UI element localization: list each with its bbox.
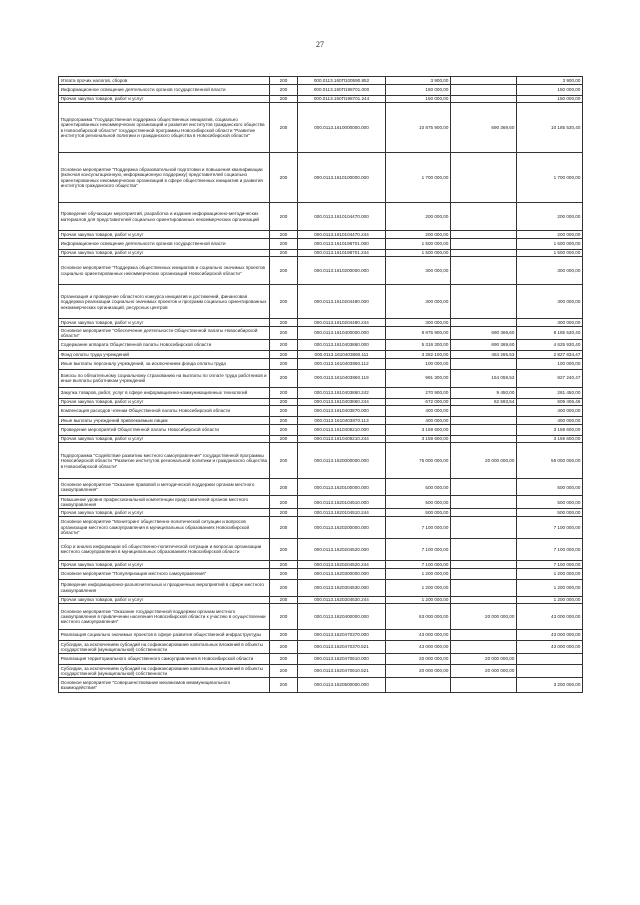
row-remaining: 7 100 000,00 [517, 560, 583, 568]
row-name: Взносы по обязательному социальному страхованию на выплаты по оплате труда работников и иные выплаты работникам учреждений [59, 369, 270, 387]
row-approved: 150 000,00 [386, 84, 451, 95]
table-row [59, 257, 583, 285]
row-code: 200 [270, 231, 298, 239]
row-code: 200 [270, 424, 298, 435]
row-code: 200 [270, 257, 298, 285]
row-classification: 000.0113.1620470610.521 [298, 665, 386, 678]
row-code: 200 [270, 84, 298, 95]
row-classification: 000.0113.1610408210.000 [298, 424, 386, 435]
row-classification: 000.0113.1610204480.000 [298, 285, 386, 319]
row-executed: 690 369,60 [451, 326, 517, 339]
row-classification: 000.0113.1610000000.000 [298, 103, 386, 153]
row-remaining: 7 100 000,00 [517, 516, 583, 538]
row-classification: 000.0113.1620304530.244 [298, 596, 386, 604]
row-remaining: 500 000,00 [517, 479, 583, 496]
row-executed: 9 450,00 [451, 387, 517, 398]
row-name: Субсидии, за исключением субсидий на софинансирование капитальных вложений в объекты государственной (муниципальной) собственности [59, 665, 270, 678]
row-name: Содержание аппарата Общественной палаты Новосибирской области [59, 339, 270, 350]
row-approved: 500 000,00 [386, 496, 451, 509]
row-executed [451, 424, 517, 435]
row-approved: 150 000,00 [386, 95, 451, 103]
table-row [59, 398, 583, 406]
row-code: 200 [270, 641, 298, 654]
row-remaining: 7 100 000,00 [517, 538, 583, 560]
row-name: Прочая закупка товаров, работ и услуг [59, 596, 270, 604]
row-code: 200 [270, 285, 298, 319]
row-code: 200 [270, 398, 298, 406]
row-code: 200 [270, 350, 298, 358]
row-remaining: 300 000,00 [517, 285, 583, 319]
row-code: 200 [270, 443, 298, 479]
row-name: Прочая закупка товаров, работ и услуг [59, 249, 270, 257]
table-row [59, 95, 583, 103]
row-approved: 5 316 300,00 [386, 339, 451, 350]
row-name: Основное мероприятие "Мониторинг общественно-политической ситуации и вопросов организации местного самоуправления в муниципальных образованиях Новосибирской области" [59, 516, 270, 538]
row-name: Субсидии, за исключением субсидий на софинансирование капитальных вложений в объекты государственной (муниципальной) собственности [59, 641, 270, 654]
row-code: 200 [270, 95, 298, 103]
row-name: Прочая закупка товаров, работ и услуг [59, 95, 270, 103]
row-name: Основное мероприятие "Популяризация местного самоуправления" [59, 568, 270, 579]
row-approved: 300 000,00 [386, 285, 451, 319]
table-row [59, 665, 583, 678]
row-approved: 100 000,00 [386, 358, 451, 369]
row-executed [451, 596, 517, 604]
row-executed [451, 358, 517, 369]
row-remaining: 8 185 530,40 [517, 326, 583, 339]
row-code: 200 [270, 596, 298, 604]
table-row [59, 479, 583, 496]
row-approved: 400 000,00 [386, 417, 451, 425]
table-row [59, 358, 583, 369]
row-classification: 000.0113.1610400000.000 [298, 326, 386, 339]
row-executed: 690 369,60 [451, 103, 517, 153]
table-row [59, 77, 583, 85]
table-row [59, 417, 583, 425]
row-name: Прочая закупка товаров, работ и услуг [59, 509, 270, 517]
row-name: Проведение мероприятий Общественной палаты Новосибирской области [59, 424, 270, 435]
row-classification: 000.0113.1610403860.244 [298, 398, 386, 406]
row-code: 200 [270, 203, 298, 231]
row-executed [451, 77, 517, 85]
row-approved: 300 000,00 [386, 319, 451, 327]
row-approved: 7 100 000,00 [386, 538, 451, 560]
row-name: Информационное освещение деятельности органов государственной власти [59, 84, 270, 95]
table-row [59, 153, 583, 203]
row-classification: 000.0113.1610204480.244 [298, 319, 386, 327]
table-row [59, 350, 583, 358]
row-remaining: 200 000,00 [517, 203, 583, 231]
row-remaining: 150 000,00 [517, 95, 583, 103]
row-name: Проведение обучающих мероприятий, разработка и издание информационно-методических материалов для представителей социально ориентированных некоммерческих организаций [59, 203, 270, 231]
table-row [59, 249, 583, 257]
row-remaining: 10 185 530,40 [517, 103, 583, 153]
row-name: Сбор и анализ информации об общественно-политической ситуации и вопросах организации местного самоуправления в муниципальных образованиях Новосибирской области [59, 538, 270, 560]
row-classification: 000.0113.1620470370.000 [298, 630, 386, 641]
row-remaining: 3 900,00 [517, 77, 583, 85]
row-remaining: 827 240,47 [517, 369, 583, 387]
row-code: 200 [270, 604, 298, 630]
row-classification: 000.0113.1620300000.000 [298, 568, 386, 579]
row-name: Основное мероприятие "Оказание государственной поддержки органам местного самоуправления в привлечении населения Новосибирской области к участию в осуществлении местного самоуправления" [59, 604, 270, 630]
row-name: Компенсация расходов членам Общественной палаты Новосибирской области [59, 406, 270, 417]
row-approved: 7 100 000,00 [386, 516, 451, 538]
table-row [59, 560, 583, 568]
row-remaining: 1 500 000,00 [517, 238, 583, 249]
row-classification: 000.0113.160П198701.000 [298, 84, 386, 95]
table-row [59, 435, 583, 443]
row-remaining: 1 200 000,00 [517, 568, 583, 579]
row-classification: 000.0113.1620200000.000 [298, 516, 386, 538]
row-remaining: 400 000,00 [517, 417, 583, 425]
table-row [59, 443, 583, 479]
row-remaining: 150 000,00 [517, 84, 583, 95]
row-classification: 000.0113.1620400000.000 [298, 604, 386, 630]
row-code: 200 [270, 496, 298, 509]
row-code: 200 [270, 319, 298, 327]
row-remaining: 200 000,00 [517, 231, 583, 239]
table-row [59, 509, 583, 517]
row-remaining: 1 500 000,00 [517, 249, 583, 257]
row-code: 200 [270, 538, 298, 560]
row-name: Основное мероприятие "Поддержка общественных инициатив и социально значимых проектов социально ориентированных некоммерческих организаций Новосибирской области" [59, 257, 270, 285]
row-code: 200 [270, 103, 298, 153]
row-name: Подпрограмма "Содействие развитию местного самоуправления" государственной программы Новосибирской области "Развитие институтов региональной политики и гражданского общества в Новосибирской области" [59, 443, 270, 479]
row-remaining: 261 450,00 [517, 387, 583, 398]
table-row [59, 630, 583, 641]
row-executed [451, 84, 517, 95]
row-approved: 7 100 000,00 [386, 560, 451, 568]
row-executed: 20 000 000,00 [451, 443, 517, 479]
row-code: 200 [270, 387, 298, 398]
row-code: 200 [270, 369, 298, 387]
row-remaining: 500 000,00 [517, 509, 583, 517]
row-approved: 43 000 000,00 [386, 630, 451, 641]
row-remaining: 43 000 000,00 [517, 630, 583, 641]
row-remaining: 43 000 000,00 [517, 641, 583, 654]
row-classification: 000.0113.1610403870.000 [298, 406, 386, 417]
row-name: Подпрограмма "Государственная поддержка общественных инициатив, социально ориентированных некоммерческих организаций и развития институтов гражданского общества в Новосибирской области" государственной программы Новосибирской области "Развитие институтов региональной политики и гражданского общества в Новосибирской области" [59, 103, 270, 153]
row-executed [451, 641, 517, 654]
row-name: Прочая закупка товаров, работ и услуг [59, 398, 270, 406]
table-row [59, 604, 583, 630]
row-remaining [517, 654, 583, 665]
table-row [59, 424, 583, 435]
row-remaining: 4 625 930,40 [517, 339, 583, 350]
row-executed [451, 417, 517, 425]
row-name: Повышение уровня профессиональной компетенции представителей органов местного самоуправления [59, 496, 270, 509]
row-classification: 000.0113.1610403860.000 [298, 339, 386, 350]
table-row [59, 654, 583, 665]
row-code: 200 [270, 326, 298, 339]
row-executed [451, 319, 517, 327]
row-name: Иные выплаты персоналу учреждений, за исключением фонда оплаты труда [59, 358, 270, 369]
row-approved: 20 000 000,00 [386, 665, 451, 678]
table-row [59, 231, 583, 239]
budget-table [58, 76, 583, 693]
row-remaining: 400 000,00 [517, 406, 583, 417]
row-executed [451, 568, 517, 579]
row-approved: 8 875 900,00 [386, 326, 451, 339]
row-executed [451, 285, 517, 319]
row-code: 200 [270, 339, 298, 350]
row-code: 200 [270, 77, 298, 85]
row-approved: 1 700 000,00 [386, 153, 451, 203]
row-name: Основное мероприятие "Поддержка образовательной подготовки и повышения квалификации (включая консультационную, информационную поддержку) представителей социально ориентированных некоммерческих организаций в сфере общественных инициатив и развития институтов гражданского общества" [59, 153, 270, 203]
row-approved: 63 000 000,00 [386, 604, 451, 630]
row-remaining: 3 200 000,00 [517, 678, 583, 693]
row-code: 200 [270, 435, 298, 443]
row-approved: 43 000 000,00 [386, 641, 451, 654]
row-approved: 20 000 000,00 [386, 654, 451, 665]
row-approved: 672 000,00 [386, 398, 451, 406]
row-remaining: 300 000,00 [517, 257, 583, 285]
row-name: Уплата прочих налогов, сборов [59, 77, 270, 85]
row-code: 200 [270, 665, 298, 678]
table-row [59, 326, 583, 339]
row-remaining: 55 000 000,00 [517, 443, 583, 479]
row-classification: 000.0113.1610403860.242 [298, 387, 386, 398]
row-approved: 1 200 000,00 [386, 568, 451, 579]
table-row [59, 387, 583, 398]
row-classification: 000.0113.160П100590.852 [298, 77, 386, 85]
table-row [59, 238, 583, 249]
row-name: Организация и проведение областного конкурса инициатив и достижений, финансовая поддержка реализации социально значимых проектов и программ социально ориентированных некоммерческих организаций, ресурсных центров [59, 285, 270, 319]
row-name: Иные выплаты учреждений привлекаемым лицам [59, 417, 270, 425]
row-executed [451, 153, 517, 203]
row-classification: 000.0113.1610403860.119 [298, 369, 386, 387]
row-remaining: 43 000 000,00 [517, 604, 583, 630]
row-executed [451, 249, 517, 257]
row-name: Реализация социально значимых проектов в сфере развития общественной инфраструктуры [59, 630, 270, 641]
row-classification: 000.0113.1610198701.000 [298, 238, 386, 249]
row-approved: 3 900,00 [386, 77, 451, 85]
row-classification: 000.0113.1610100000.000 [298, 153, 386, 203]
row-approved: 3 159 600,00 [386, 424, 451, 435]
table-row [59, 568, 583, 579]
row-code: 200 [270, 630, 298, 641]
row-approved: 500 000,00 [386, 509, 451, 517]
row-code: 200 [270, 249, 298, 257]
row-classification: 000.0113.1610104470.000 [298, 203, 386, 231]
row-remaining: 300 000,00 [517, 319, 583, 327]
row-name: Проведение информационно-разъяснительных и праздничных мероприятий в сфере местного самоуправления [59, 579, 270, 596]
row-remaining: 2 827 834,47 [517, 350, 583, 358]
row-executed: 690 369,60 [451, 339, 517, 350]
row-executed [451, 516, 517, 538]
row-approved: 300 000,00 [386, 257, 451, 285]
row-classification: 000.0113.1620204520.000 [298, 538, 386, 560]
row-remaining [517, 665, 583, 678]
row-name: Прочая закупка товаров, работ и услуг [59, 560, 270, 568]
row-classification: 000.0113.1610403870.113 [298, 417, 386, 425]
row-classification: 000.0113.1620304530.000 [298, 579, 386, 596]
row-code: 200 [270, 568, 298, 579]
table-row [59, 285, 583, 319]
row-classification: 000.0113.160П198701.244 [298, 95, 386, 103]
row-code: 200 [270, 579, 298, 596]
row-classification: 000.0113.1620470370.521 [298, 641, 386, 654]
row-approved: 400 000,00 [386, 406, 451, 417]
row-remaining: 3 159 600,00 [517, 435, 583, 443]
row-approved: 3 282 100,00 [386, 350, 451, 358]
row-executed [451, 509, 517, 517]
row-classification: 000.0113.1610104470.244 [298, 231, 386, 239]
row-classification: 000.0113.1610403860.111 [298, 350, 386, 358]
row-classification: 000.0113.1620470610.000 [298, 654, 386, 665]
table-row [59, 678, 583, 693]
row-remaining: 1 200 000,00 [517, 596, 583, 604]
row-executed [451, 678, 517, 693]
row-name: Прочая закупка товаров, работ и услуг [59, 319, 270, 327]
row-remaining: 100 000,00 [517, 358, 583, 369]
row-executed: 454 265,53 [451, 350, 517, 358]
row-approved: 1 500 000,00 [386, 249, 451, 257]
row-name: Закупка товаров, работ, услуг в сфере информационно-коммуникационных технологий [59, 387, 270, 398]
table-row [59, 84, 583, 95]
row-classification: 000.0113.1610200000.000 [298, 257, 386, 285]
row-executed [451, 257, 517, 285]
row-approved: 500 000,00 [386, 479, 451, 496]
table-row [59, 516, 583, 538]
table-row [59, 579, 583, 596]
row-executed [451, 579, 517, 596]
row-approved: 991 300,00 [386, 369, 451, 387]
row-remaining: 609 406,46 [517, 398, 583, 406]
row-approved: 75 000 000,00 [386, 443, 451, 479]
table-row [59, 538, 583, 560]
row-executed [451, 479, 517, 496]
row-code: 200 [270, 509, 298, 517]
row-remaining: 1 700 000,00 [517, 153, 583, 203]
row-name: Информационное освещение деятельности органов государственной власти [59, 238, 270, 249]
row-name: Основное мероприятие "Совершенствование механизмов межмуниципального взаимодействия" [59, 678, 270, 693]
row-executed [451, 435, 517, 443]
row-approved: 1 200 000,00 [386, 579, 451, 596]
budget-table-body [59, 77, 583, 693]
row-name: Основное мероприятие "Оказание правовой и методической поддержки органам местного самоуправления" [59, 479, 270, 496]
row-approved: 200 000,00 [386, 231, 451, 239]
row-executed [451, 630, 517, 641]
row-executed: 20 000 000,00 [451, 665, 517, 678]
row-code: 200 [270, 153, 298, 203]
row-approved: 1 500 000,00 [386, 238, 451, 249]
row-code: 200 [270, 678, 298, 693]
row-executed: 164 059,53 [451, 369, 517, 387]
row-executed: 20 000 000,00 [451, 604, 517, 630]
table-row [59, 641, 583, 654]
row-executed [451, 238, 517, 249]
row-remaining: 500 000,00 [517, 496, 583, 509]
row-remaining: 3 159 600,00 [517, 424, 583, 435]
row-approved: 270 900,00 [386, 387, 451, 398]
row-classification: 000.0113.1620104510.000 [298, 496, 386, 509]
table-row [59, 319, 583, 327]
row-approved: 10 875 900,00 [386, 103, 451, 153]
row-name: Основное мероприятие "Обеспечение деятельности Общественной палаты Новосибирской области" [59, 326, 270, 339]
row-executed: 20 000 000,00 [451, 654, 517, 665]
row-classification: 000.0113.1620000000.000 [298, 443, 386, 479]
table-row [59, 496, 583, 509]
row-approved [386, 678, 451, 693]
row-executed [451, 496, 517, 509]
page-number: 27 [316, 40, 324, 49]
table-row [59, 339, 583, 350]
row-code: 200 [270, 406, 298, 417]
row-classification: 000.0113.1620104510.244 [298, 509, 386, 517]
row-name: Прочая закупка товаров, работ и услуг [59, 231, 270, 239]
row-name: Прочая закупка товаров, работ и услуг [59, 435, 270, 443]
table-row [59, 369, 583, 387]
row-executed [451, 538, 517, 560]
row-executed [451, 203, 517, 231]
row-classification: 000.0113.1610198701.244 [298, 249, 386, 257]
row-approved: 3 159 600,00 [386, 435, 451, 443]
row-code: 200 [270, 417, 298, 425]
table-row [59, 596, 583, 604]
row-code: 200 [270, 654, 298, 665]
row-executed [451, 560, 517, 568]
table-row [59, 103, 583, 153]
row-code: 200 [270, 479, 298, 496]
row-classification: 000.0113.1620100000.000 [298, 479, 386, 496]
row-name: Реализация территориального общественного самоуправления в Новосибирской области [59, 654, 270, 665]
row-classification: 000.0113.1620500000.000 [298, 678, 386, 693]
row-code: 200 [270, 358, 298, 369]
row-classification: 000.0113.1610408210.244 [298, 435, 386, 443]
table-row [59, 203, 583, 231]
row-code: 200 [270, 238, 298, 249]
row-code: 200 [270, 516, 298, 538]
table-row [59, 406, 583, 417]
row-name: Фонд оплаты труда учреждений [59, 350, 270, 358]
row-approved: 200 000,00 [386, 203, 451, 231]
row-remaining: 1 200 000,00 [517, 579, 583, 596]
row-classification: 000.0113.1610403860.112 [298, 358, 386, 369]
row-classification: 000.0113.1620204520.244 [298, 560, 386, 568]
row-executed [451, 406, 517, 417]
row-code: 200 [270, 560, 298, 568]
row-executed [451, 95, 517, 103]
row-approved: 1 200 000,00 [386, 596, 451, 604]
row-executed: 62 593,54 [451, 398, 517, 406]
row-executed [451, 231, 517, 239]
